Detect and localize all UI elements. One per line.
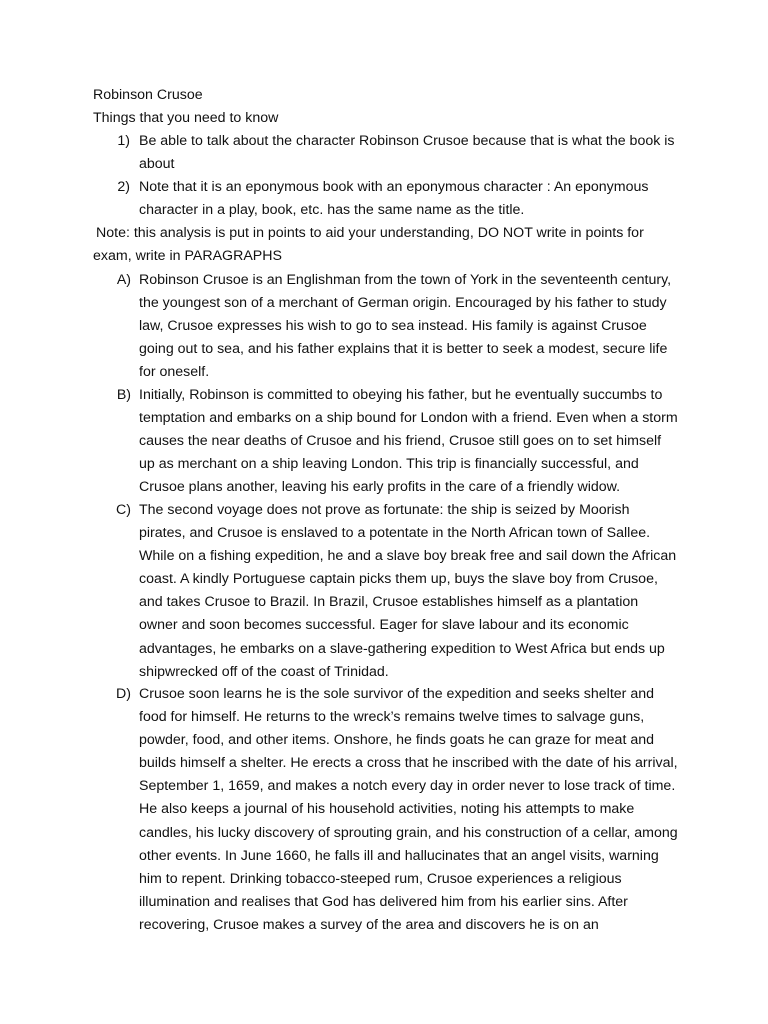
document-title: Robinson Crusoe — [93, 87, 203, 103]
note-paragraph: Note: this analysis is put in points to aid your understanding, DO NOT write in points for exam, write in PARAGRAPHS — [93, 225, 644, 264]
list-marker: 1) — [117, 133, 130, 149]
list-item-text: The second voyage does not prove as fortunate: the ship is seized by Moorish pirates, and Crusoe is enslaved to a potentate in the North African town of Sallee. While on a fishing expedition, he and a slave boy break free and sail down the African coast. A kindly Portuguese captain picks them up, buys the slave boy from Crusoe, and takes Crusoe to Brazil. In Brazil, Crusoe establishes himself as a plantation owner and soon becomes successful. Eager for slave labour and its economic advantages, he embarks on a slave-gathering expedition to West Africa but ends up shipwrecked off of the coast of Trinidad. — [139, 502, 677, 680]
list-marker: 2) — [117, 179, 130, 195]
list-marker: B) — [116, 387, 131, 403]
list-marker: C) — [116, 502, 131, 518]
list-item-text: Be able to talk about the character Robinson Crusoe because that is what the book is about — [139, 133, 675, 173]
list-item-text: Initially, Robinson is committed to obeying his father, but he eventually succumbs to temptation and embarks on a ship bound for London with a friend. Even when a storm causes the near deaths of Crusoe and his friend, Crusoe still goes on to set himself up as merchant on a ship leaving London. This trip is financially successful, and Crusoe plans another, leaving his early profits in the care of a friendly widow. — [139, 387, 678, 496]
document-subtitle: Things that you need to know — [93, 110, 279, 126]
list-item-text: Crusoe soon learns he is the sole survivor of the expedition and seeks shelter and food for himself. He returns to the wreck’s remains twelve times to salvage guns, powder, food, and other items. Onshore, he finds goats he can graze for meat and builds himself a shelter. He erects a cross that he inscribed with the date of his arrival, September 1, 1659, and makes a notch every day in order never to lose track of time. He also keeps a journal of his household activities, noting his attempts to make candles, his lucky discovery of sprouting grain, and his construction of a cellar, among other events. In June 1660, he falls ill and hallucinates that an angel visits, warning him to repent. Drinking tobacco-steeped rum, Crusoe experiences a religious illumination and realises that God has delivered him from his earlier sins. After recovering, Crusoe makes a survey of the area and discovers he is on an — [139, 686, 678, 933]
list-marker: A) — [116, 272, 131, 288]
list-marker: D) — [116, 686, 131, 702]
list-item-text: Robinson Crusoe is an Englishman from the town of York in the seventeenth century, the youngest son of a merchant of German origin. Encouraged by his father to study law, Crusoe expresses his wish to go to sea instead. His family is against Crusoe going out to sea, and his father explains that it is better to seek a modest, secure life for oneself. — [139, 272, 672, 381]
list-item-text: Note that it is an eponymous book with an eponymous character : An eponymous character in a play, book, etc. has the same name as the title. — [139, 179, 649, 219]
